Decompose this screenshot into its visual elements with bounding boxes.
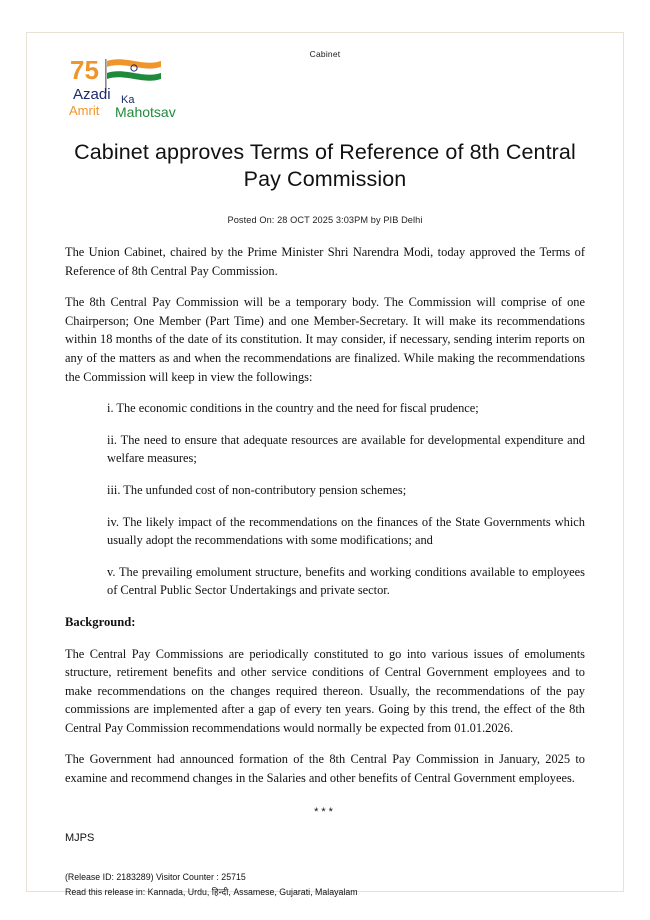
svg-text:Azadi: Azadi [73, 86, 111, 103]
languages-line [65, 885, 585, 899]
languages-label: Read this release in: [65, 886, 146, 897]
language-link-gujarati[interactable]: Gujarati [279, 886, 311, 897]
paragraph: The Central Pay Commissions are periodically constituted to go into various issues of emoluments structure, retirement benefits and other service conditions of Central Government employees and to make recommendations on the changes required thereon. Usually, the recommendations of the pay commissions are implemented after a gap of every ten years. Going by this trend, the effect of the 8th Central Pay Commission recommendations would normally be expected from 01.01.2026. [65, 646, 585, 735]
footer [65, 870, 585, 899]
article-body [65, 243, 585, 788]
svg-text:Amrit: Amrit [69, 103, 100, 118]
release-id-line: (Release ID: 2183289) Visitor Counter : 25715 [65, 871, 246, 882]
list-item: v. The prevailing emolument structure, benefits and working conditions available to employees of Central Public Sector Undertakings and private sector. [107, 564, 585, 598]
paragraph: The Government had announced formation of the 8th Central Pay Commission in January, 2025 to examine and recommend changes in the Salaries and other benefits of Central Government employees. [65, 752, 585, 786]
language-link-urdu[interactable]: Urdu [187, 886, 207, 897]
separator: , [228, 886, 231, 897]
separator: , [182, 886, 186, 897]
list-item: iv. The likely impact of the recommendations on the finances of the State Governments which usually adopt the recommendations with some modifications; and [107, 514, 585, 548]
document-sheet [26, 32, 624, 897]
background-heading: Background: [65, 614, 136, 629]
svg-text:Ka: Ka [121, 94, 135, 106]
logo-row [65, 53, 585, 127]
list-item: ii. The need to ensure that adequate resources are available for developmental expenditure and welfare measures; [107, 432, 585, 466]
separator: , [274, 886, 277, 897]
page-title: Cabinet approves Terms of Reference of 8th Central Pay Commission [74, 140, 576, 191]
language-link-assamese[interactable]: Assamese [233, 886, 275, 897]
list-item: i. The economic conditions in the country and the need for fiscal prudence; [107, 401, 479, 416]
section-divider-asterisks: *** [314, 805, 336, 818]
recommendation-list [65, 399, 585, 600]
paragraph: The 8th Central Pay Commission will be a temporary body. The Commission will comprise of one Chairperson; One Member (Part Time) and one Member-Secretary. It will make its recommendations within 18 months of the date of its constitution. It may consider, if necessary, sending interim reports on any of the matters as and when the recommendations are finalized. While making the recommendations the Commission will keep in view the followings: [65, 295, 585, 384]
language-link-malayalam[interactable]: Malayalam [315, 886, 358, 897]
list-item: iii. The unfunded cost of non-contributory pension schemes; [107, 482, 407, 497]
signature-initials: MJPS [65, 831, 95, 844]
separator: , [206, 886, 210, 897]
paragraph: The Union Cabinet, chaired by the Prime Minister Shri Narendra Modi, today approved the Terms of Reference of 8th Central Pay Commission. [65, 245, 585, 278]
azadi-ka-amrit-mahotsav-logo-icon [65, 53, 215, 125]
language-link-hindi[interactable]: हिन्दी [211, 886, 229, 897]
page-category-label: Cabinet [309, 49, 341, 59]
separator: , [310, 886, 313, 897]
svg-text:75: 75 [70, 55, 99, 85]
svg-text:Mahotsav: Mahotsav [115, 104, 176, 120]
posted-on-line: Posted On: 28 OCT 2025 3:03PM by PIB Delhi [227, 215, 423, 225]
language-link-kannada[interactable]: Kannada [147, 886, 183, 897]
